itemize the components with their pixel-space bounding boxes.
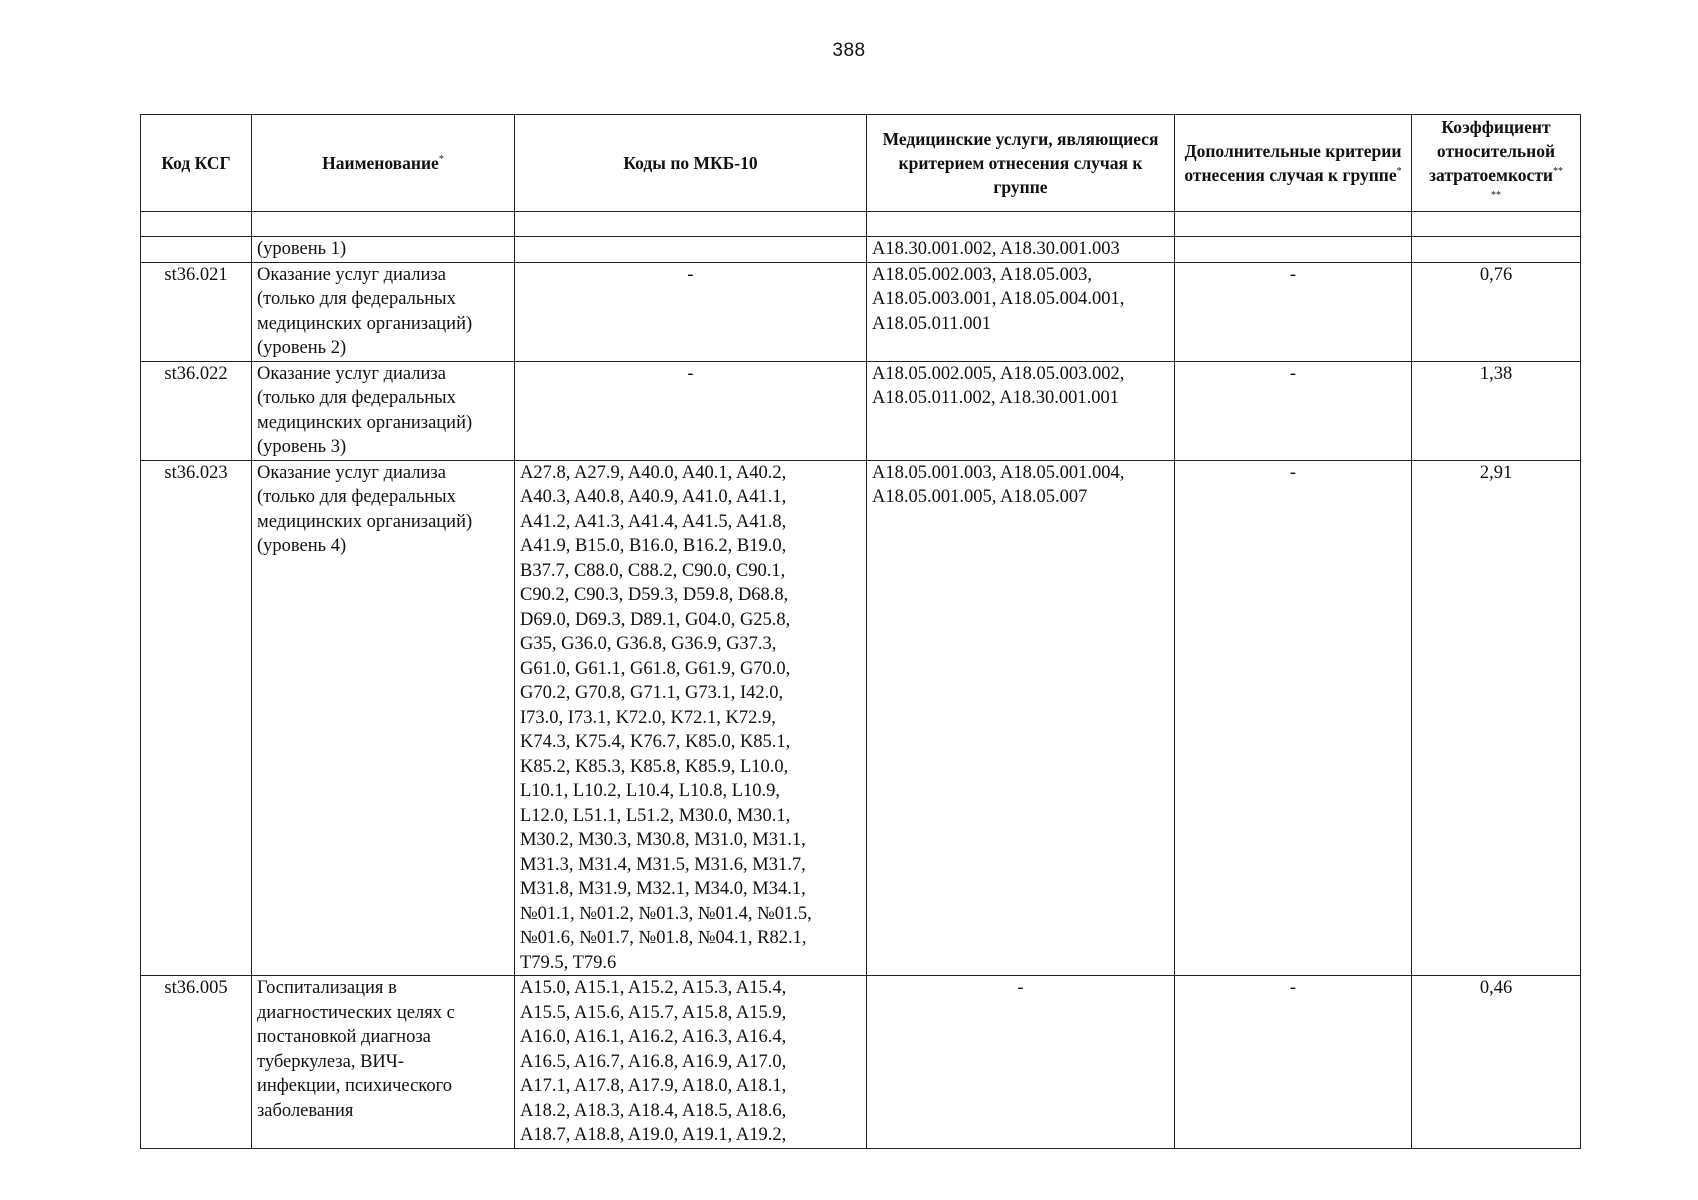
table-row: [141, 237, 1581, 263]
cell-extra: -: [1175, 262, 1412, 361]
cell-icd: [515, 237, 867, 263]
cell-icd: -: [515, 262, 867, 361]
page-number: 388: [832, 40, 866, 61]
cell-coef: 1,38: [1412, 361, 1581, 460]
header-name: Наименование*: [252, 115, 515, 212]
cell-extra: [1175, 237, 1412, 263]
footnote-mark: *: [438, 154, 444, 166]
spacer-row: [141, 212, 1581, 237]
cell-name: Оказание услуг диализа (только для федеральных медицинских организаций) (уровень 2): [252, 262, 515, 361]
cell-icd: A15.0, A15.1, A15.2, A15.3, A15.4, A15.5, A15.6, A15.7, A15.8, A15.9, A16.0, A16.1, A16.2, A16.3, A16.4, A16.5, A16.7, A16.8, A16.9, A17.0, A17.1, A17.8, A17.9, A18.0, A18.1, A18.2, A18.3, A18.4, A18.5, A18.6, A18.7, A18.8, A19.0, A19.1, A19.2,: [515, 976, 867, 1149]
cell-icd: A27.8, A27.9, A40.0, A40.1, A40.2, A40.3, A40.8, A40.9, A41.0, A41.1, A41.2, A41.3, A41.4, A41.5, A41.8, A41.9, B15.0, B16.0, B16.2, B19.0, B37.7, C88.0, C88.2, C90.0, C90.1, C90.2, C90.3, D59.3, D59.8, D68.8, D69.0, D69.3, D89.1, G04.0, G25.8, G35, G36.0, G36.8, G36.9, G37.3, G61.0, G61.1, G61.8, G61.9, G70.0, G70.2, G70.8, G71.1, G73.1, I42.0, I73.0, I73.1, K72.0, K72.1, K72.9, K74.3, K75.4, K76.7, K85.0, K85.1, K85.2, K85.3, K85.8, K85.9, L10.0, L10.1, L10.2, L10.4, L10.8, L10.9, L12.0, L51.1, L51.2, M30.0, M30.1, M30.2, M30.3, M30.8, M31.0, M31.1, M31.3, M31.4, M31.5, M31.6, M31.7, M31.8, M31.9, M32.1, M34.0, M34.1, №01.1, №01.2, №01.3, №01.4, №01.5, №01.6, №01.7, №01.8, №04.1, R82.1, T79.5, T79.6: [515, 460, 867, 976]
cell-coef: 0,46: [1412, 976, 1581, 1149]
footnote-mark: *: [1396, 166, 1402, 178]
cell-services: A18.30.001.002, A18.30.001.003: [867, 237, 1175, 263]
table-row: [141, 262, 1581, 361]
cell-extra: -: [1175, 460, 1412, 976]
cell-coef: 2,91: [1412, 460, 1581, 976]
cell-extra: -: [1175, 976, 1412, 1149]
cell-coef: [1412, 237, 1581, 263]
cell-code: st36.023: [141, 460, 252, 976]
header-extra-criteria: Дополнительные критерии отнесения случая к группе*: [1175, 115, 1412, 212]
cell-extra: -: [1175, 361, 1412, 460]
cell-services: A18.05.002.003, A18.05.003, A18.05.003.001, A18.05.004.001, A18.05.011.001: [867, 262, 1175, 361]
header-coefficient: Коэффициент относительной затратоемкости** **: [1412, 115, 1581, 212]
footnote-mark: **: [1491, 190, 1501, 202]
header-code: Код КСГ: [141, 115, 252, 212]
cell-code: [141, 237, 252, 263]
cell-code: st36.022: [141, 361, 252, 460]
cell-code: st36.021: [141, 262, 252, 361]
cell-name: Оказание услуг диализа (только для федеральных медицинских организаций) (уровень 3): [252, 361, 515, 460]
table-row: [141, 976, 1581, 1149]
cell-name: Госпитализация в диагностических целях с постановкой диагноза туберкулеза, ВИЧ- инфекции, психического заболевания: [252, 976, 515, 1149]
cell-name: (уровень 1): [252, 237, 515, 263]
cell-services: A18.05.002.005, A18.05.003.002, A18.05.011.002, A18.30.001.001: [867, 361, 1175, 460]
cell-name: Оказание услуг диализа (только для федеральных медицинских организаций) (уровень 4): [252, 460, 515, 976]
table-row: [141, 460, 1581, 976]
cell-services: -: [867, 976, 1175, 1149]
ksg-table: [140, 114, 1581, 1149]
cell-services: A18.05.001.003, A18.05.001.004, A18.05.001.005, A18.05.007: [867, 460, 1175, 976]
header-icd-codes: Коды по МКБ-10: [515, 115, 867, 212]
footnote-mark: **: [1553, 166, 1564, 178]
table-header-row: [141, 115, 1581, 212]
cell-coef: 0,76: [1412, 262, 1581, 361]
cell-icd: -: [515, 361, 867, 460]
table-row: [141, 361, 1581, 460]
header-medical-services: Медицинские услуги, являющиеся критерием отнесения случая к группе: [867, 115, 1175, 212]
cell-code: st36.005: [141, 976, 252, 1149]
